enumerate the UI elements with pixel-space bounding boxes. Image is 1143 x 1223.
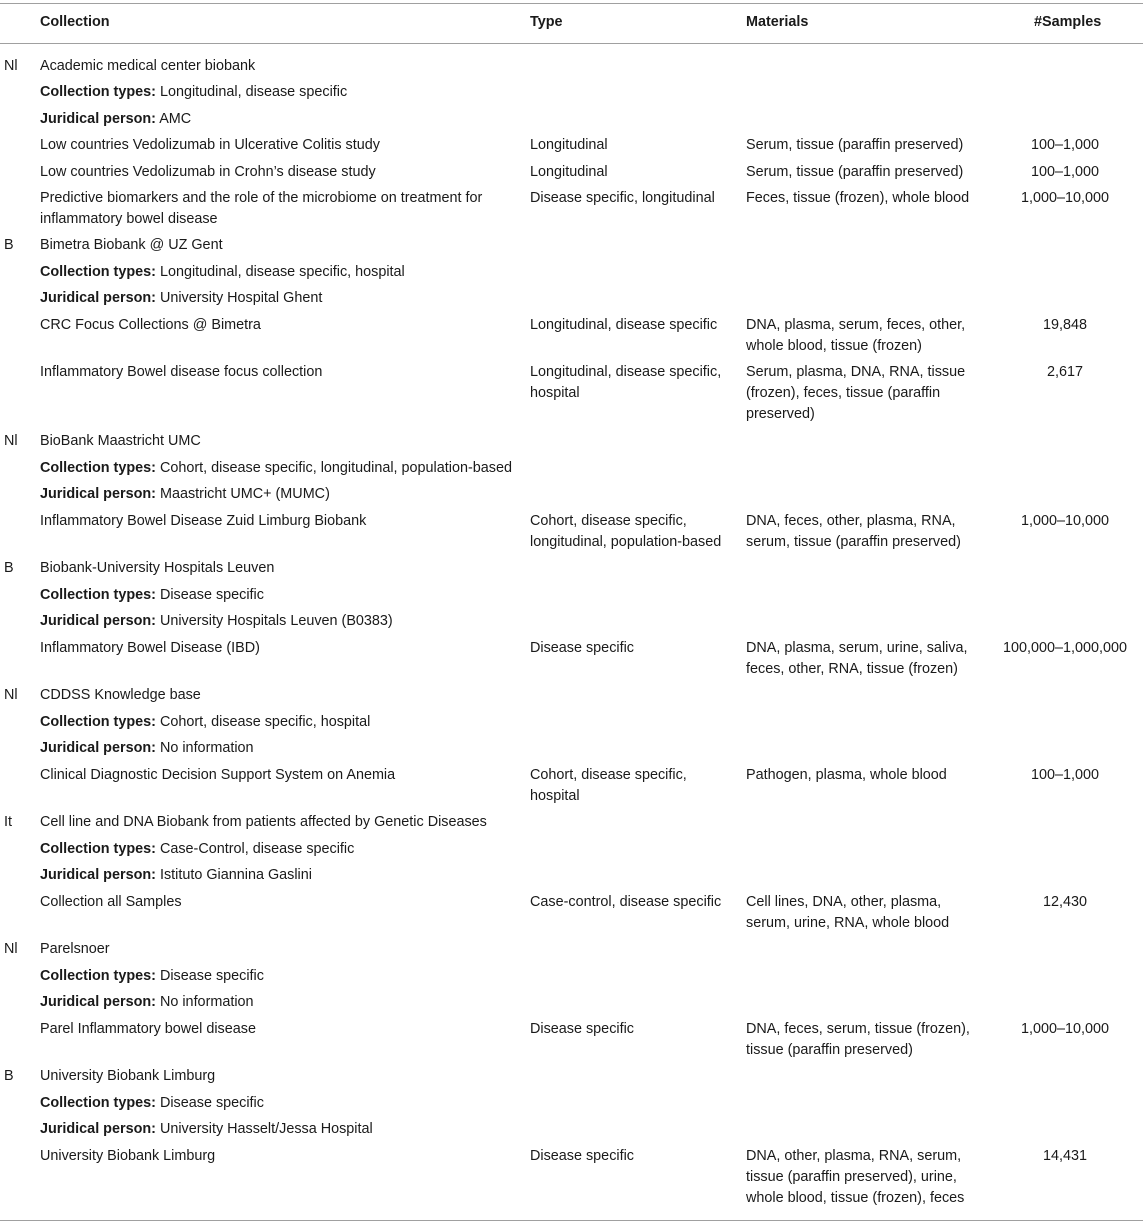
country-code: B <box>4 560 14 576</box>
juridical-person-value: No information <box>159 740 254 756</box>
collection-samples: 2,617 <box>1046 364 1083 380</box>
collection-types-label: Collection types: <box>40 587 156 603</box>
collection-samples: 100,000–1,000,000 <box>1002 640 1128 656</box>
biobank-name: Academic medical center biobank <box>40 58 256 74</box>
collection-types-label: Collection types: <box>40 460 156 476</box>
collection-materials: Feces, tissue (frozen), whole blood <box>746 190 970 206</box>
header-materials: Materials <box>746 14 809 30</box>
header-samples: #Samples <box>1034 14 1102 30</box>
collection-type: Disease specific, longitudinal <box>530 190 715 206</box>
collection-type: Longitudinal <box>530 164 608 180</box>
collection-materials: DNA, other, plasma, RNA, serum, tissue (paraffin preserved), urine, whole blood, tissue (frozen), feces <box>746 1148 965 1206</box>
collection-name: Inflammatory Bowel Disease Zuid Limburg Biobank <box>40 513 367 529</box>
collection-materials: DNA, plasma, serum, urine, saliva, feces, other, RNA, tissue (frozen) <box>746 640 968 677</box>
collection-types-value: Case-Control, disease specific <box>159 841 355 857</box>
collection-samples: 1,000–10,000 <box>1020 190 1110 206</box>
juridical-person-value: University Hasselt/Jessa Hospital <box>159 1121 373 1137</box>
biobank-name: Bimetra Biobank @ UZ Gent <box>40 237 223 253</box>
country-code: B <box>4 1068 14 1084</box>
collection-name: Parel Inflammatory bowel disease <box>40 1021 256 1037</box>
collection-materials: DNA, feces, serum, tissue (frozen), tissue (paraffin preserved) <box>746 1021 970 1058</box>
collection-materials: Serum, tissue (paraffin preserved) <box>746 137 964 153</box>
juridical-person-value: Maastricht UMC+ (MUMC) <box>159 486 330 502</box>
juridical-person-label: Juridical person: <box>40 740 156 756</box>
juridical-person-value: University Hospital Ghent <box>159 290 323 306</box>
collection-types-label: Collection types: <box>40 968 156 984</box>
collection-name: CRC Focus Collections @ Bimetra <box>40 317 261 333</box>
biobank-name: University Biobank Limburg <box>40 1068 216 1084</box>
juridical-person-label: Juridical person: <box>40 111 156 127</box>
biobank-name: Cell line and DNA Biobank from patients affected by Genetic Diseases <box>40 814 487 830</box>
collection-name: Predictive biomarkers and the role of the microbiome on treatment for inflammatory bowel disease <box>40 190 483 227</box>
biobank-name: Biobank-University Hospitals Leuven <box>40 560 275 576</box>
collection-samples: 100–1,000 <box>1030 767 1100 783</box>
country-code: Nl <box>4 433 18 449</box>
country-code: B <box>4 237 14 253</box>
country-code: Nl <box>4 58 18 74</box>
collection-types-value: Disease specific <box>159 1095 264 1111</box>
collection-types-value: Disease specific <box>159 587 264 603</box>
biobank-name: CDDSS Knowledge base <box>40 687 201 703</box>
juridical-person-label: Juridical person: <box>40 867 156 883</box>
collection-samples: 100–1,000 <box>1030 137 1100 153</box>
header-rule <box>0 43 1143 44</box>
collection-types-label: Collection types: <box>40 84 156 100</box>
collection-name: Inflammatory Bowel Disease (IBD) <box>40 640 260 656</box>
collection-types-label: Collection types: <box>40 264 156 280</box>
header-collection: Collection <box>40 14 110 30</box>
collection-type: Cohort, disease specific, hospital <box>530 767 687 804</box>
collection-type: Disease specific <box>530 640 634 656</box>
collection-type: Longitudinal, disease specific <box>530 317 718 333</box>
collection-name: Collection all Samples <box>40 894 182 910</box>
collection-types-value: Longitudinal, disease specific <box>159 84 348 100</box>
collection-type: Case-control, disease specific <box>530 894 722 910</box>
collection-materials: Serum, plasma, DNA, RNA, tissue (frozen), feces, tissue (paraffin preserved) <box>746 364 966 422</box>
juridical-person-value: AMC <box>159 111 192 127</box>
collection-materials: Cell lines, DNA, other, plasma, serum, urine, RNA, whole blood <box>746 894 950 931</box>
collection-samples: 1,000–10,000 <box>1020 1021 1110 1037</box>
collection-name: Low countries Vedolizumab in Ulcerative Colitis study <box>40 137 380 153</box>
collection-samples: 12,430 <box>1042 894 1087 910</box>
biobank-name: Parelsnoer <box>40 941 110 957</box>
juridical-person-label: Juridical person: <box>40 994 156 1010</box>
collection-materials: Serum, tissue (paraffin preserved) <box>746 164 964 180</box>
juridical-person-value: Istituto Giannina Gaslini <box>159 867 312 883</box>
juridical-person-label: Juridical person: <box>40 613 156 629</box>
collection-type: Disease specific <box>530 1021 634 1037</box>
collection-samples: 1,000–10,000 <box>1020 513 1110 529</box>
country-code: It <box>4 814 12 830</box>
collection-samples: 100–1,000 <box>1030 164 1100 180</box>
collection-type: Longitudinal <box>530 137 608 153</box>
collection-types-label: Collection types: <box>40 841 156 857</box>
collection-materials: DNA, plasma, serum, feces, other, whole blood, tissue (frozen) <box>746 317 966 354</box>
header-type: Type <box>530 14 563 30</box>
collection-materials: Pathogen, plasma, whole blood <box>746 767 947 783</box>
juridical-person-label: Juridical person: <box>40 290 156 306</box>
collection-materials: DNA, feces, other, plasma, RNA, serum, tissue (paraffin preserved) <box>746 513 961 550</box>
collection-types-label: Collection types: <box>40 1095 156 1111</box>
juridical-person-value: No information <box>159 994 254 1010</box>
juridical-person-label: Juridical person: <box>40 486 156 502</box>
collection-samples: 14,431 <box>1042 1148 1087 1164</box>
collection-types-value: Disease specific <box>159 968 264 984</box>
top-rule <box>0 3 1143 4</box>
collection-name: University Biobank Limburg <box>40 1148 216 1164</box>
collection-type: Disease specific <box>530 1148 634 1164</box>
collection-type: Cohort, disease specific, longitudinal, population-based <box>530 513 722 550</box>
collection-name: Inflammatory Bowel disease focus collection <box>40 364 323 380</box>
collection-types-label: Collection types: <box>40 714 156 730</box>
juridical-person-label: Juridical person: <box>40 1121 156 1137</box>
bottom-rule <box>0 1220 1143 1221</box>
juridical-person-value: University Hospitals Leuven (B0383) <box>159 613 393 629</box>
collection-name: Clinical Diagnostic Decision Support System on Anemia <box>40 767 396 783</box>
country-code: Nl <box>4 687 18 703</box>
country-code: Nl <box>4 941 18 957</box>
collection-types-value: Cohort, disease specific, longitudinal, population-based <box>159 460 512 476</box>
collection-samples: 19,848 <box>1042 317 1087 333</box>
collection-types-value: Longitudinal, disease specific, hospital <box>159 264 405 280</box>
collection-name: Low countries Vedolizumab in Crohn’s disease study <box>40 164 376 180</box>
biobank-name: BioBank Maastricht UMC <box>40 433 201 449</box>
collection-types-value: Cohort, disease specific, hospital <box>159 714 371 730</box>
collection-type: Longitudinal, disease specific, hospital <box>530 364 722 401</box>
